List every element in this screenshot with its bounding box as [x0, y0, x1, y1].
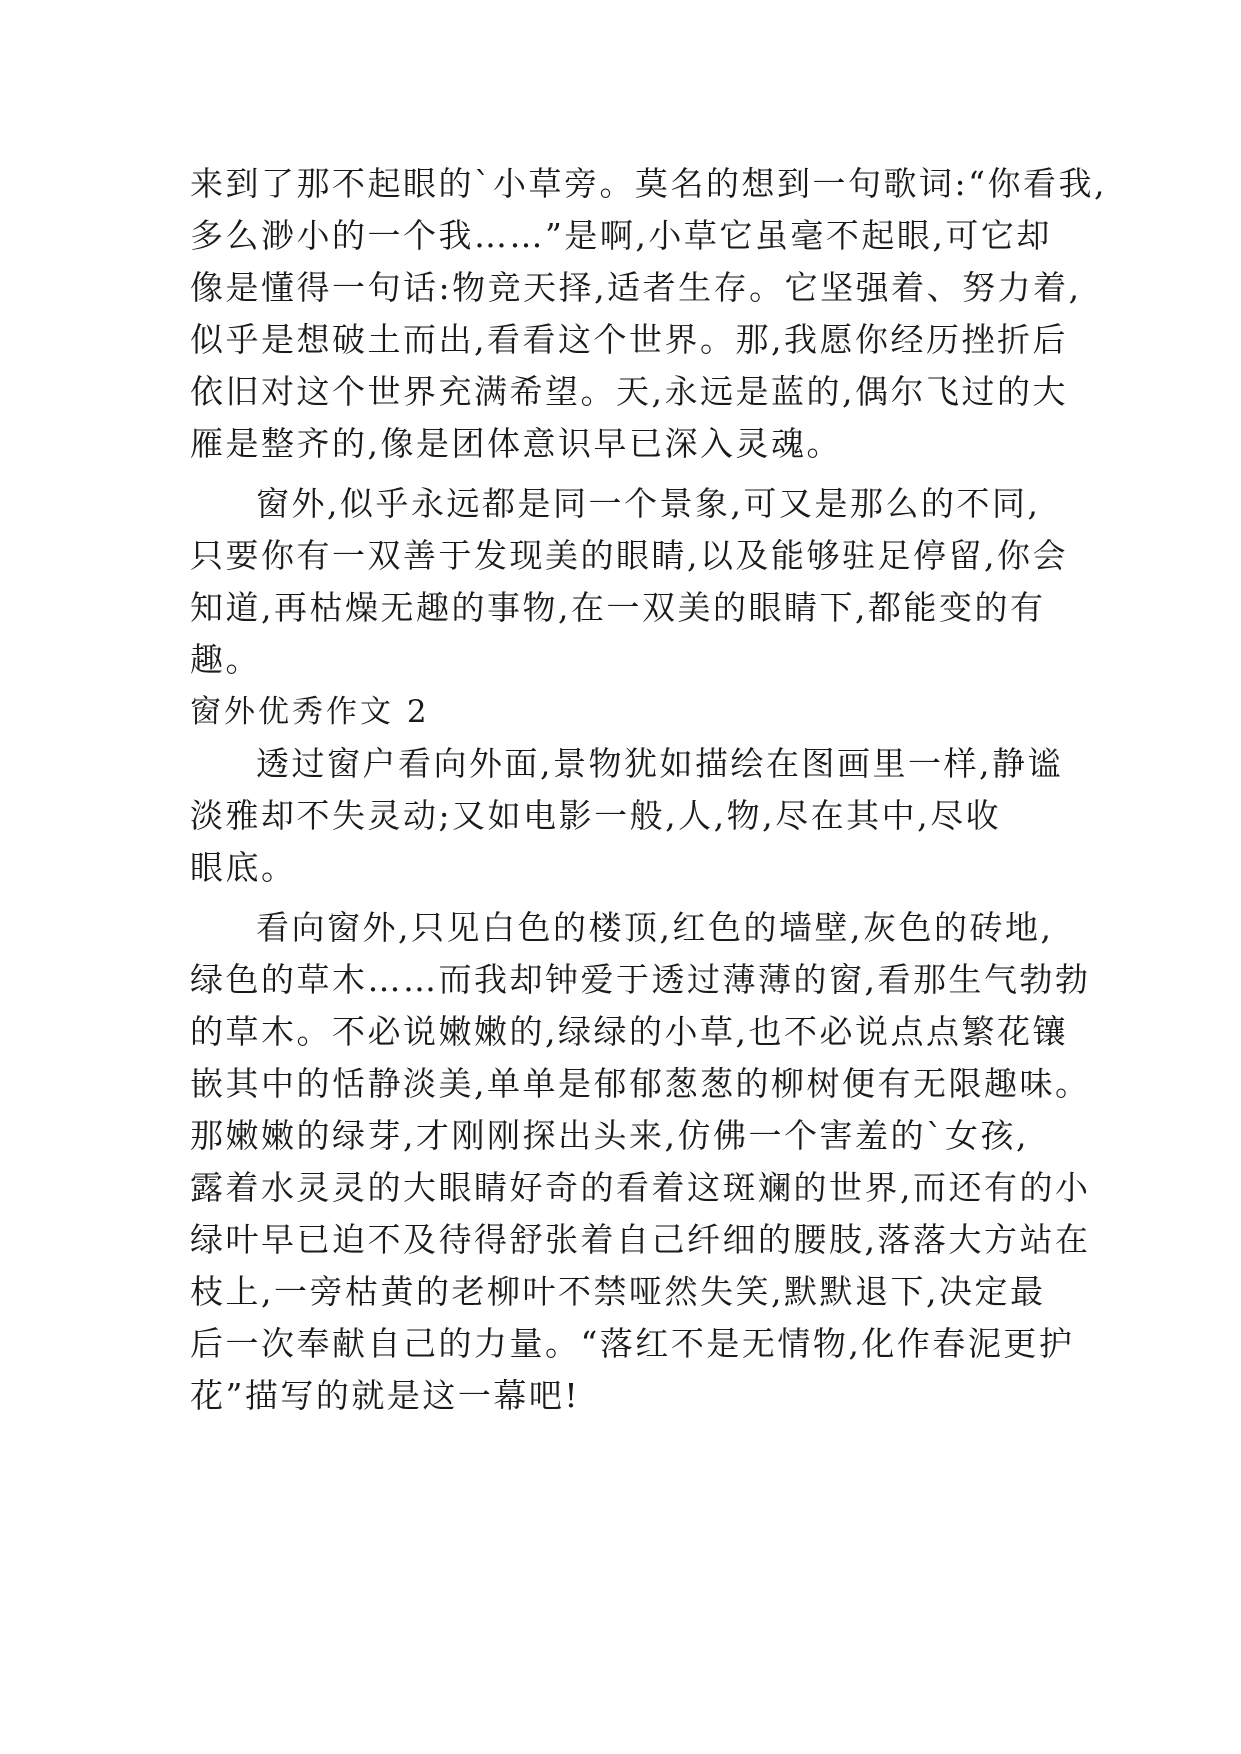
text-line: 嵌其中的恬静淡美,单单是郁郁葱葱的柳树便有无限趣味。: [190, 1064, 1091, 1103]
paragraph: [190, 158, 1107, 470]
text-line: 只要你有一双善于发现美的眼睛,以及能够驻足停留,你会: [190, 536, 1068, 575]
paragraph: [190, 738, 1090, 894]
section-heading: 窗外优秀作文 2: [190, 694, 430, 730]
text-line: 窗外,似乎永远都是同一个景象,可又是那么的不同,: [256, 484, 1041, 523]
text-line: 绿叶早已迫不及待得舒张着自己纤细的腰肢,落落大方站在: [190, 1220, 1091, 1259]
text-line: 露着水灵灵的大眼睛好奇的看着这斑斓的世界,而还有的小: [190, 1168, 1091, 1207]
text-line: 枝上,一旁枯黄的老柳叶不禁哑然失笑,默默退下,决定最: [190, 1272, 1046, 1311]
text-line: 的草木。不必说嫩嫩的,绿绿的小草,也不必说点点繁花镶: [190, 1012, 1068, 1051]
text-line: 趣。: [190, 640, 261, 679]
document-body: [190, 158, 1107, 1422]
text-line: 后一次奉献自己的力量。“落红不是无情物,化作春泥更护: [190, 1324, 1075, 1363]
text-line: 绿色的草木……而我却钟爱于透过薄薄的窗,看那生气勃勃: [190, 960, 1091, 999]
text-line: 淡雅却不失灵动;又如电影一般,人,物,尽在其中,尽收: [190, 796, 1002, 835]
paragraph: [190, 478, 1090, 686]
text-line: 透过窗户看向外面,景物犹如描绘在图画里一样,静谧: [256, 744, 1063, 783]
text-line: 看向窗外,只见白色的楼顶,红色的墙壁,灰色的砖地,: [256, 908, 1054, 947]
text-line: 依旧对这个世界充满希望。天,永远是蓝的,偶尔飞过的大: [190, 372, 1068, 411]
text-line: 像是懂得一句话:物竞天择,适者生存。它坚强着、努力着,: [190, 268, 1082, 307]
paragraph: [190, 902, 1090, 1422]
text-line: 来到了那不起眼的`小草旁。莫名的想到一句歌词:“你看我,: [190, 164, 1107, 203]
text-line: 眼底。: [190, 848, 297, 887]
text-line: 雁是整齐的,像是团体意识早已深入灵魂。: [190, 424, 842, 463]
text-line: 似乎是想破土而出,看看这个世界。那,我愿你经历挫折后: [190, 320, 1068, 359]
text-line: 花”描写的就是这一幕吧!: [190, 1376, 581, 1415]
text-line: 知道,再枯燥无趣的事物,在一双美的眼睛下,都能变的有: [190, 588, 1046, 627]
text-line: 多么渺小的一个我……”是啊,小草它虽毫不起眼,可它却: [190, 216, 1052, 255]
text-line: 那嫩嫩的绿芽,才刚刚探出头来,仿佛一个害羞的`女孩,: [190, 1116, 1029, 1155]
